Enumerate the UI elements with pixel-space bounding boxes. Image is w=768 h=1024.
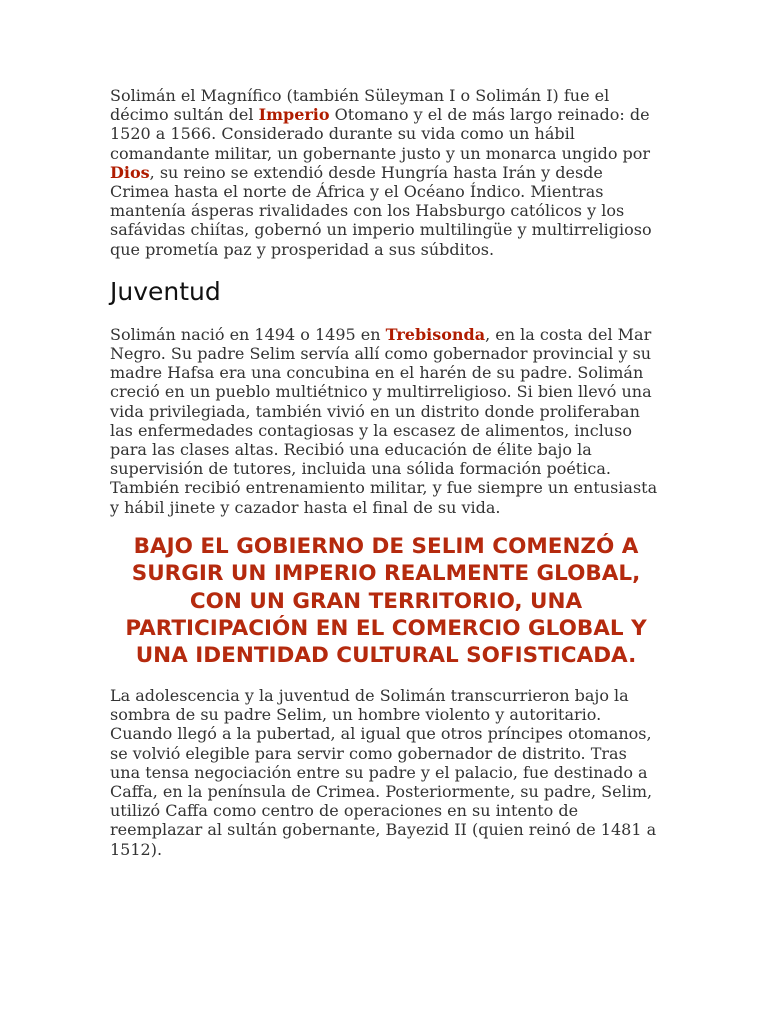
youth-paragraph: [110, 325, 662, 517]
youth-text-1: Solimán nació en 1494 o 1495 en: [110, 324, 386, 344]
intro-paragraph: [110, 86, 662, 259]
pull-quote: BAJO EL GOBIERNO DE SELIM COMENZÓ A SURGIR UN IMPERIO REALMENTE GLOBAL, CON UN GRAN TERRITORIO, UNA PARTICIPACIÓN EN EL COMERCIO GLOBAL Y UNA IDENTIDAD CULTURAL SOFISTICADA.: [125, 533, 647, 669]
intro-text-1: Solimán el Magnífico (también Süleyman I o Solimán I) fue el décimo sultán del: [110, 86, 610, 125]
intro-text-2: Otomano y el de más largo reinado: de 1520 a 1566. Considerado durante su vida como un hábil comandante militar, un gobernante justo y un monarca ungido por: [110, 105, 651, 163]
section-heading-juventud: Juventud: [110, 276, 221, 306]
intro-text-3: , su reino se extendió desde Hungría hasta Irán y desde Crimea hasta el norte de África y el Océano Índico. Mientras mantenía ásperas rivalidades con los Habsburgo católicos y los safávidas chiítas, gobernó un imperio multilingüe y multirreligioso que prometía paz y prosperidad a sus súbditos.: [110, 162, 652, 259]
adolescence-paragraph: La adolescencia y la juventud de Solimán transcurrieron bajo la sombra de su padre Selim, un hombre violento y autoritario. Cuando llegó a la pubertad, al igual que otros príncipes otomanos, se volvió elegible para servir como gobernador de distrito. Tras una tensa negociación entre su padre y el palacio, fue destinado a Caffa, en la península de Crimea. Posteriormente, su padre, Selim, utilizó Caffa como centro de operaciones en su intento de reemplazar al sultán gobernante, Bayezid II (quien reinó de 1481 a 1512).: [110, 685, 657, 859]
link-trebisonda[interactable]: Trebisonda: [385, 324, 486, 344]
link-dios[interactable]: Dios: [110, 162, 150, 182]
article-body: [110, 86, 662, 859]
link-imperio[interactable]: Imperio: [258, 105, 330, 125]
youth-text-2: , en la costa del Mar Negro. Su padre Selim servía allí como gobernador provincial y su madre Hafsa era una concubina en el harén de su padre. Solimán creció en un pueblo multiétnico y multirreligioso. Si bien llevó una vida privilegiada, también vivió en un distrito donde proliferaban las enfermedades contagiosas y la escasez de alimentos, incluso para las clases altas. Recibió una educación de élite bajo la supervisión de tutores, incluida una sólida formación poética. También recibió entrenamiento militar, y fue siempre un entusiasta y hábil jinete y cazador hasta el final de su vida.: [110, 324, 658, 517]
